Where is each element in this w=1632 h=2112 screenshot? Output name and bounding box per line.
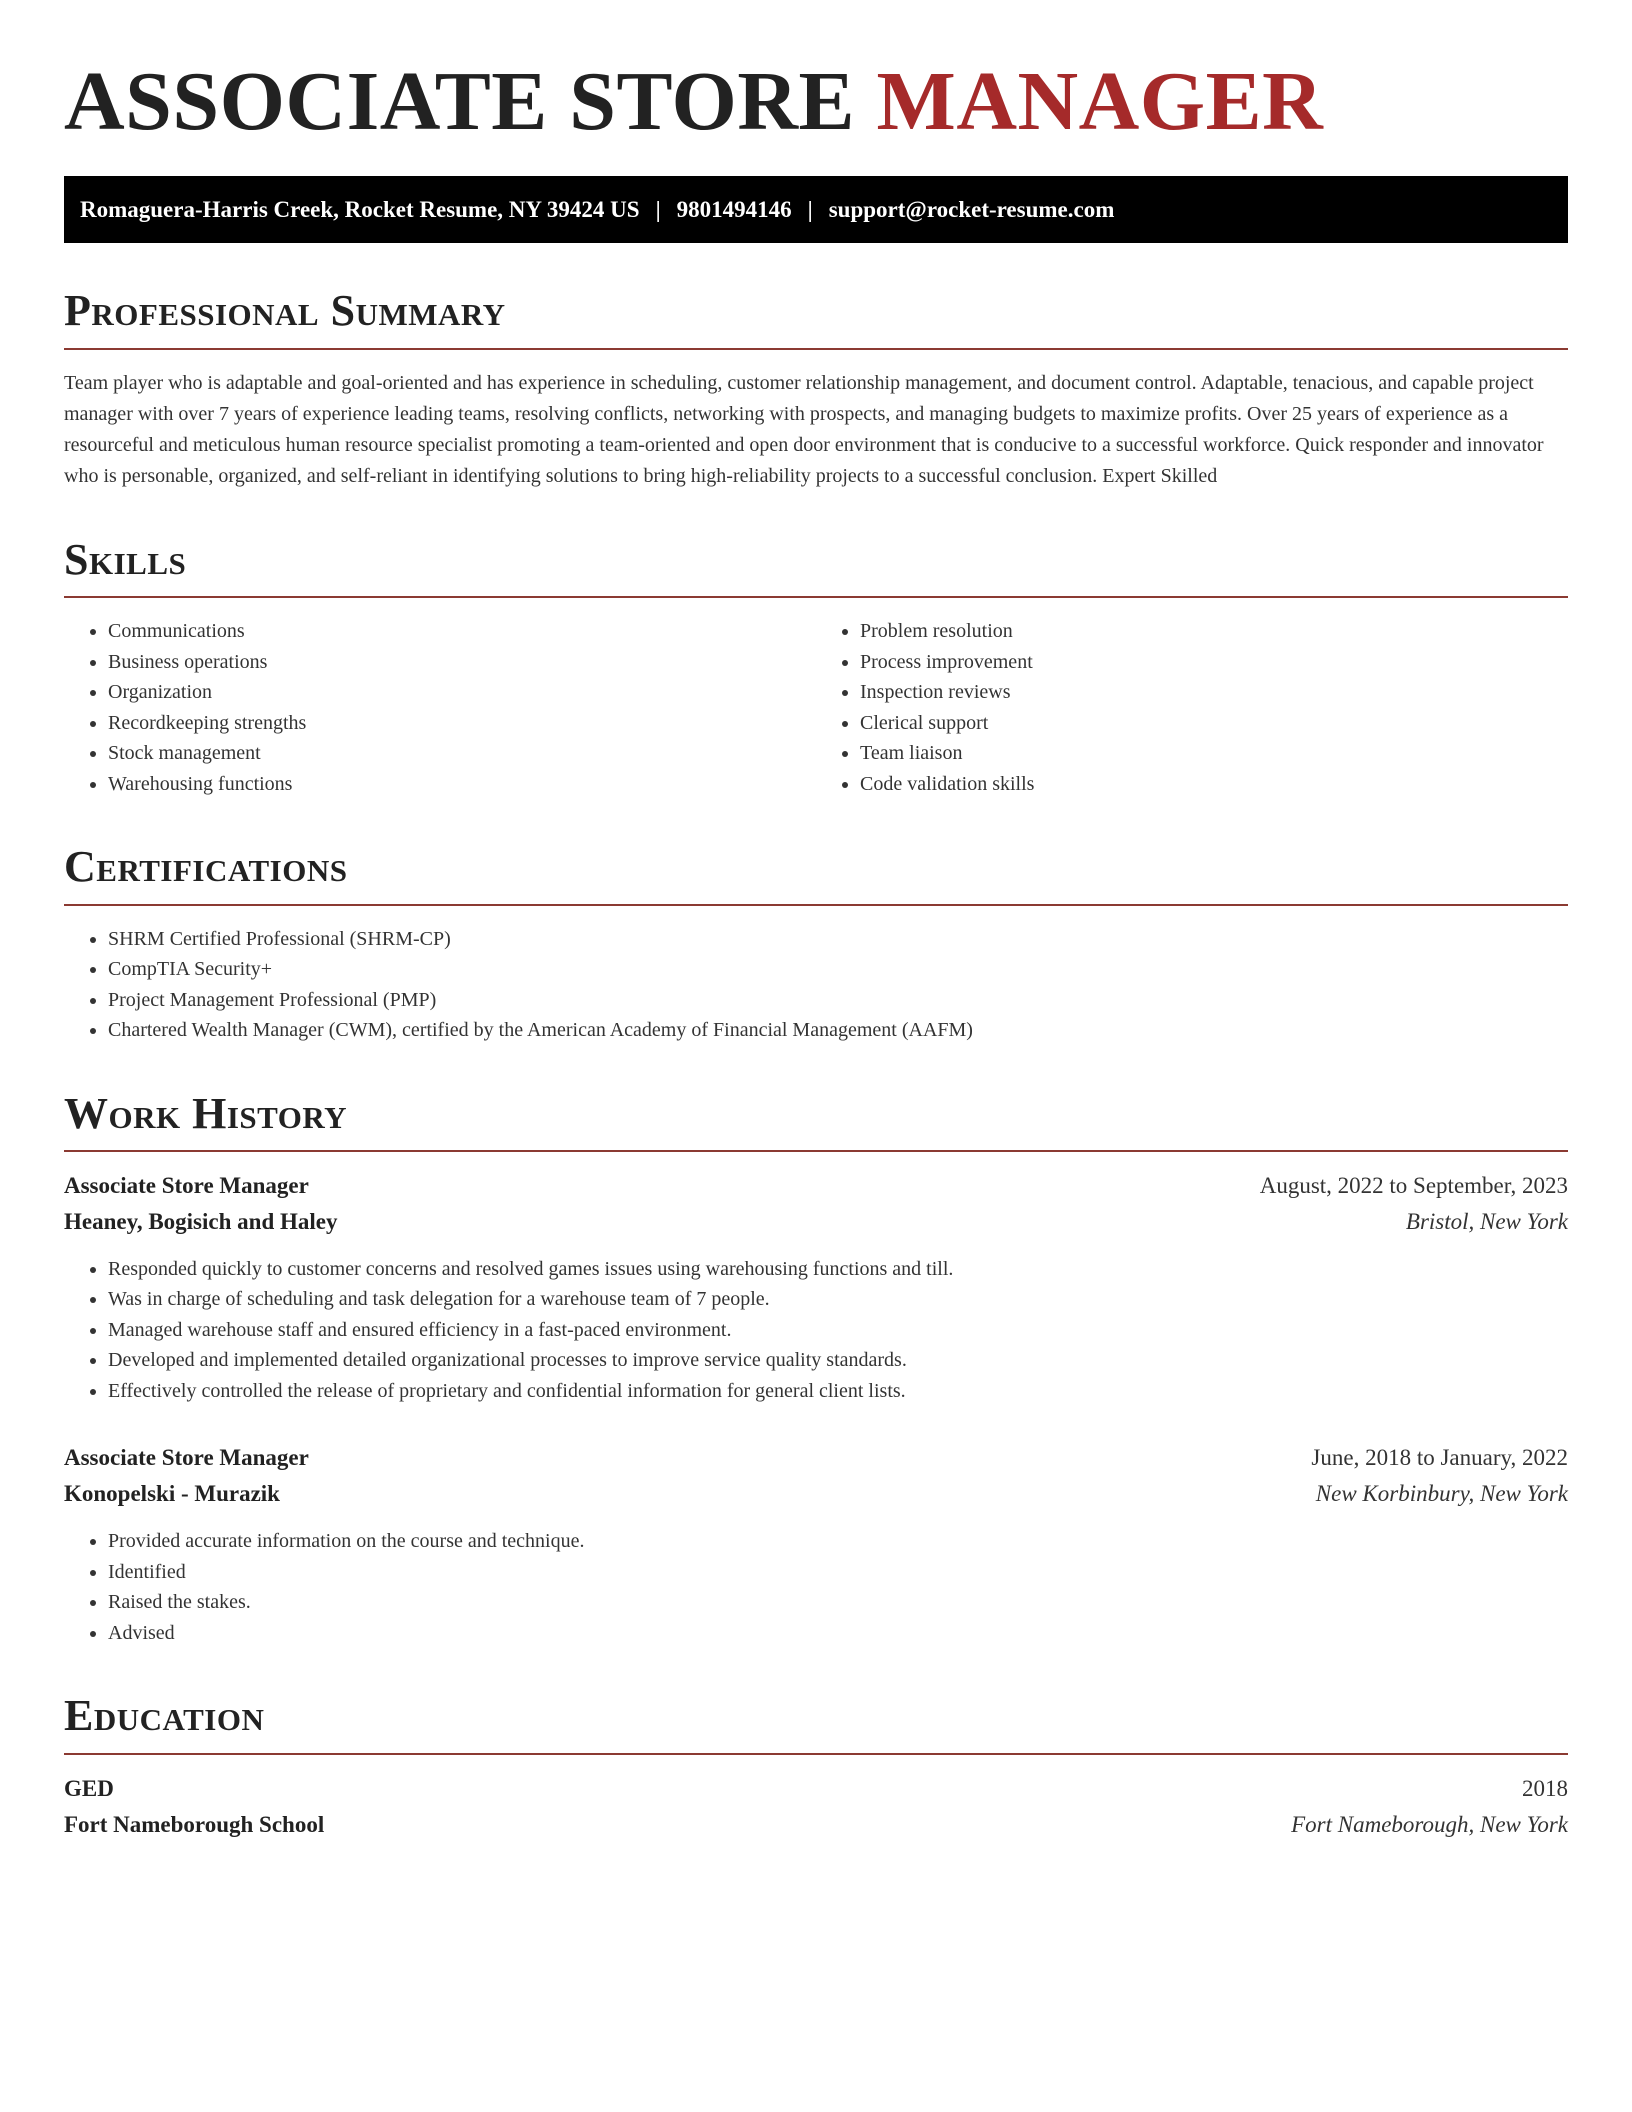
skill-item: • Communications	[108, 616, 816, 647]
contact-separator: |	[807, 196, 813, 222]
education-heading: Education	[64, 1692, 1568, 1754]
skill-item: • Code validation skills	[860, 769, 1568, 800]
title-main: ASSOCIATE STORE	[64, 55, 856, 148]
job-location: Bristol, New York	[1405, 1208, 1568, 1234]
summary-heading: Professional Summary	[64, 287, 1568, 349]
summary-section	[64, 287, 1568, 491]
certifications-heading: Certifications	[64, 843, 1568, 905]
certification-item: • CompTIA Security+	[108, 954, 1568, 985]
skills-list-left	[64, 616, 816, 799]
job-company: Konopelski - Murazik	[64, 1481, 280, 1507]
title-accent: MANAGER	[876, 55, 1324, 148]
work-history-section	[64, 1090, 1568, 1649]
contact-separator: |	[655, 196, 661, 222]
skills-section	[64, 536, 1568, 799]
certification-item: • Project Management Professional (PMP)	[108, 985, 1568, 1016]
job-duty-item: • Advised	[108, 1618, 1568, 1649]
job-duty-item: • Was in charge of scheduling and task delegation for a warehouse team of 7 people.	[108, 1284, 1568, 1315]
job-duties-list	[64, 1526, 1568, 1648]
skill-item: • Stock management	[108, 738, 816, 769]
job-duty-item: • Responded quickly to customer concerns and resolved games issues using warehousing functions and till.	[108, 1254, 1568, 1285]
job-duty-item: • Identified	[108, 1557, 1568, 1588]
certification-item: • Chartered Wealth Manager (CWM), certified by the American Academy of Financial Management (AAFM)	[108, 1015, 1568, 1046]
job-company-row	[64, 1204, 1568, 1240]
job-duty-item: • Provided accurate information on the course and technique.	[108, 1526, 1568, 1557]
skill-item: • Warehousing functions	[108, 769, 816, 800]
education-location: Fort Nameborough, New York	[1291, 1811, 1568, 1837]
contact-phone: 9801494146	[676, 196, 792, 222]
job-dates: August, 2022 to September, 2023	[1259, 1172, 1568, 1198]
job-dates: June, 2018 to January, 2022	[1311, 1445, 1568, 1471]
job-entry	[64, 1168, 1568, 1407]
job-title-row	[64, 1168, 1568, 1204]
skill-item: • Recordkeeping strengths	[108, 708, 816, 739]
job-duty-item: • Managed warehouse staff and ensured efficiency in a fast-paced environment.	[108, 1315, 1568, 1346]
skill-item: • Team liaison	[860, 738, 1568, 769]
summary-text: Team player who is adaptable and goal-oriented and has experience in scheduling, customer relationship management, and document control. Adaptable, tenacious, and capable project manager with over 7 years of experience leading teams, resolving conflicts, networking with prospects, and managing budgets to maximize profits. Over 25 years of experience as a resourceful and meticulous human resource specialist promoting a team-oriented and open door environment that is conducive to a successful workforce. Quick responder and innovator who is personable, organized, and self-reliant in identifying solutions to bring high-reliability projects to a successful conclusion. Expert Skilled	[64, 371, 1544, 487]
job-title: Associate Store Manager	[64, 1445, 309, 1471]
skill-item: • Business operations	[108, 647, 816, 678]
contact-email: support@rocket-resume.com	[828, 196, 1115, 222]
education-school-row	[64, 1807, 1568, 1843]
education-degree: GED	[64, 1775, 114, 1801]
education-section	[64, 1692, 1568, 1842]
job-duty-item: • Developed and implemented detailed organizational processes to improve service quality standards.	[108, 1345, 1568, 1376]
resume-title	[64, 56, 1568, 148]
education-school: Fort Nameborough School	[64, 1811, 325, 1837]
job-duty-item: • Effectively controlled the release of proprietary and confidential information for general client lists.	[108, 1376, 1568, 1407]
skill-item: • Problem resolution	[860, 616, 1568, 647]
job-duties-list	[64, 1254, 1568, 1407]
work-history-heading: Work History	[64, 1090, 1568, 1152]
education-year: 2018	[1522, 1775, 1568, 1801]
job-company: Heaney, Bogisich and Haley	[64, 1208, 338, 1234]
job-entry	[64, 1440, 1568, 1648]
skill-item: • Organization	[108, 677, 816, 708]
skills-heading: Skills	[64, 536, 1568, 598]
certification-item: • SHRM Certified Professional (SHRM-CP)	[108, 924, 1568, 955]
education-degree-row	[64, 1771, 1568, 1807]
job-title: Associate Store Manager	[64, 1172, 309, 1198]
skill-item: • Clerical support	[860, 708, 1568, 739]
skills-list-right	[816, 616, 1568, 799]
certifications-section	[64, 843, 1568, 1045]
job-company-row	[64, 1476, 1568, 1512]
education-entry	[64, 1771, 1568, 1843]
skill-item: • Inspection reviews	[860, 677, 1568, 708]
contact-address: Romaguera-Harris Creek, Rocket Resume, NY 39424 US	[80, 196, 640, 222]
skill-item: • Process improvement	[860, 647, 1568, 678]
contact-bar	[64, 176, 1568, 243]
skills-columns	[64, 598, 1568, 799]
job-title-row	[64, 1440, 1568, 1476]
job-location: New Korbinbury, New York	[1315, 1481, 1568, 1507]
job-duty-item: • Raised the stakes.	[108, 1587, 1568, 1618]
certifications-list	[64, 924, 1568, 1046]
